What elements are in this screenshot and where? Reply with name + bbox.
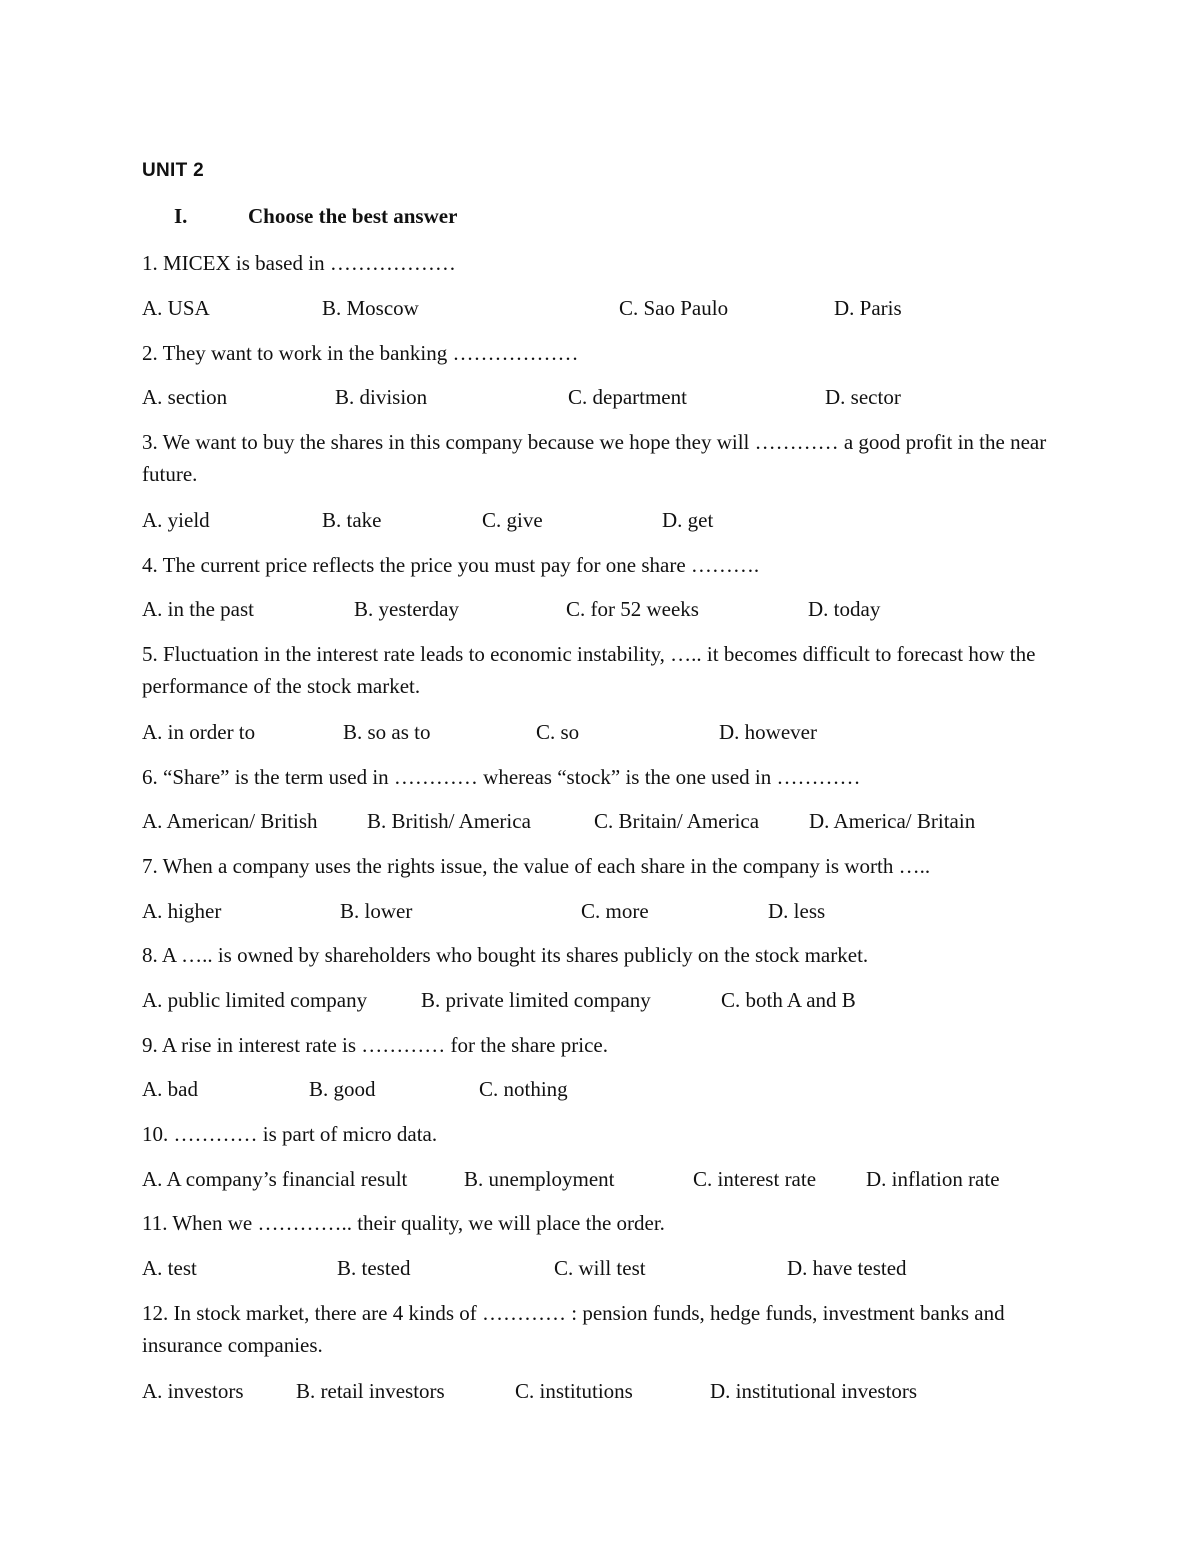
option-6d: D. America/ Britain [809,809,976,833]
question-6: 6. “Share” is the term used in ………… whereas “stock” is the one used in ………… [142,765,861,789]
option-10b: B. unemployment [464,1167,615,1191]
option-2c: C. department [568,385,687,409]
option-5b: B. so as to [343,720,431,744]
option-2d: D. sector [825,385,901,409]
option-1a: A. USA [142,296,210,320]
option-10d: D. inflation rate [866,1167,1000,1191]
option-6c: C. Britain/ America [594,809,760,833]
question-7: 7. When a company uses the rights issue, the value of each share in the company is worth ….. [142,854,931,878]
option-8a: A. public limited company [142,988,368,1012]
option-2a: A. section [142,385,228,409]
option-5a: A. in order to [142,720,256,744]
option-12a: A. investors [142,1379,244,1403]
option-7b: B. lower [340,899,413,923]
question-8: 8. A ….. is owned by shareholders who bought its shares publicly on the stock market. [142,943,869,967]
option-2b: B. division [335,385,428,409]
question-2: 2. They want to work in the banking ……………… [142,341,579,365]
question-5: 5. Fluctuation in the interest rate leads to economic instability, ….. it becomes difficult to forecast how the performance of the stock market. [142,642,1036,698]
option-9b: B. good [309,1077,376,1101]
unit-title: UNIT 2 [142,160,204,181]
option-12d: D. institutional investors [710,1379,918,1403]
option-3c: C. give [482,508,543,532]
option-3d: D. get [662,508,714,532]
option-3b: B. take [322,508,382,532]
option-6a: A. American/ British [142,809,318,833]
option-4c: C. for 52 weeks [566,597,699,621]
question-1: 1. MICEX is based in ……………… [142,251,456,275]
question-12: 12. In stock market, there are 4 kinds of ………… : pension funds, hedge funds, investment banks and insurance companies. [142,1301,1005,1357]
section-number: I. [174,204,188,228]
option-11d: D. have tested [787,1256,907,1280]
question-4: 4. The current price reflects the price you must pay for one share ………. [142,553,760,577]
option-1c: C. Sao Paulo [619,296,729,320]
option-7a: A. higher [142,899,222,923]
question-10: 10. ………… is part of micro data. [142,1122,438,1146]
option-5d: D. however [719,720,817,744]
option-6b: B. British/ America [367,809,531,833]
option-7c: C. more [581,899,649,923]
option-9c: C. nothing [479,1077,568,1101]
option-1d: D. Paris [834,296,902,320]
option-9a: A. bad [142,1077,198,1101]
option-1b: B. Moscow [322,296,419,320]
option-8b: B. private limited company [421,988,651,1012]
question-11: 11. When we ………….. their quality, we will place the order. [142,1211,665,1235]
option-5c: C. so [536,720,580,744]
section-heading [174,204,457,229]
option-10a: A. A company’s financial result [142,1167,408,1191]
option-11c: C. will test [554,1256,646,1280]
option-10c: C. interest rate [693,1167,817,1191]
question-9: 9. A rise in interest rate is ………… for the share price. [142,1033,608,1057]
option-7d: D. less [768,899,826,923]
option-11a: A. test [142,1256,197,1280]
option-3a: A. yield [142,508,210,532]
option-4b: B. yesterday [354,597,459,621]
option-12c: C. institutions [515,1379,633,1403]
option-11b: B. tested [337,1256,411,1280]
option-8c: C. both A and B [721,988,856,1012]
section-title: Choose the best answer [248,204,458,228]
option-4d: D. today [808,597,881,621]
option-12b: B. retail investors [296,1379,445,1403]
option-4a: A. in the past [142,597,254,621]
question-3: 3. We want to buy the shares in this company because we hope they will ………… a good profit in the near future. [142,430,1047,486]
